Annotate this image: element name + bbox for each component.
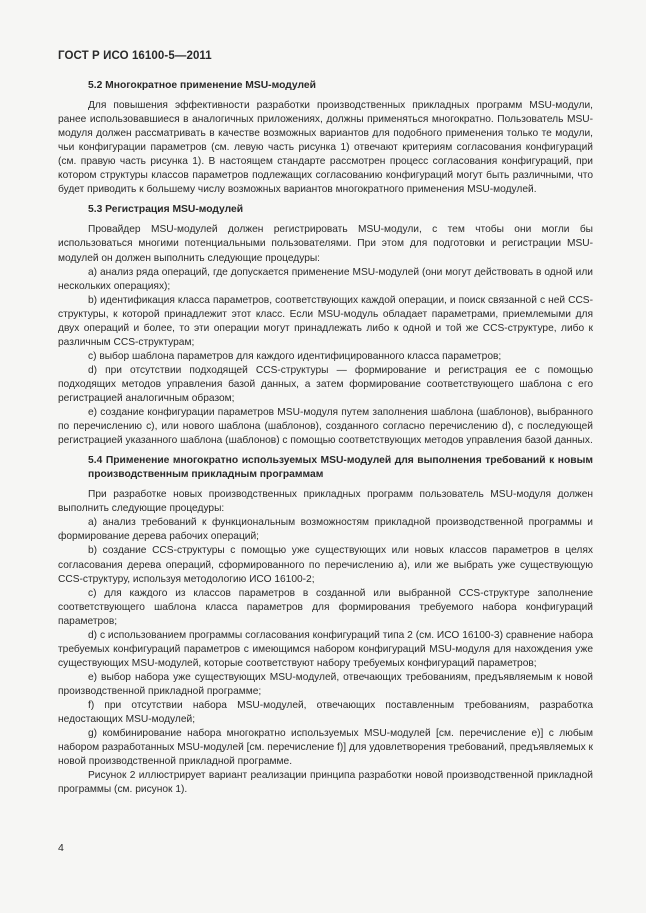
list-item-b: b) идентификация класса параметров, соответствующих каждой операции, и поиск связанной с ней CCS-структуры, к которой принадлежит этот класс. Если MSU-модуль обладает параметрами, приемлемыми для двух операций и более, то эти операции могут принадлежать либо к одной и той же CCS-структуре, либо к различным CCS-структурам; <box>58 294 593 348</box>
list-item-c: с) для каждого из классов параметров в созданной или выбранной CCS-структуре заполнение соответствующего шаблона класса параметров для формирования требуемого набора конфигураций параметров; <box>58 587 593 627</box>
list-item-a: а) анализ требований к функциональным возможностям прикладной производственной программы и формирование дерева рабочих операций; <box>58 517 593 543</box>
section-heading-5-2: 5.2 Многократное применение MSU-модулей <box>88 80 316 91</box>
document-header: ГОСТ Р ИСО 16100-5—2011 <box>58 50 212 62</box>
paragraph: Для повышения эффективности разработки производственных прикладных программ MSU-модули, ранее использовавшиеся в аналогичных приложениях, должны применяться многократно. Пользователь MSU-модуля должен рассматривать в качестве возможных вариантов для подобного применения только те модули, чьи конфигурации параметров (см. левую часть рисунка 1) отвечают критериям согласования конфигураций (см. правую часть рисунка 1). В настоящем стандарте рассмотрен процесс согласования конфигураций, при котором структуры классов параметров подлежащих согласованию конфигураций могут быть различными, что будет приводить к большему числу возможных вариантов многократного применения MSU-модулей. <box>58 100 593 196</box>
document-body <box>58 79 593 797</box>
list-item-f: f) при отсутствии набора MSU-модулей, отвечающих поставленным требованиям, разработка недостающих MSU-модулей; <box>58 699 593 726</box>
section-heading-5-3: 5.3 Регистрация MSU-модулей <box>88 204 244 216</box>
list-item-a: а) анализ ряда операций, где допускается применение MSU-модулей (они могут действовать в одной или нескольких операциях); <box>58 266 593 292</box>
list-item-e: е) выбор набора уже существующих MSU-модулей, отвечающих требованиям, предъявляемым к новой производственной прикладной программе; <box>58 671 593 697</box>
page-number: 4 <box>58 842 64 854</box>
list-item-g: g) комбинирование набора многократно используемых MSU-модулей [см. перечисление е)] с любым набором разработанных MSU-модулей [см. перечисление f)] для удовлетворения требований, предъявляемых к новой производственной прикладной программе. <box>58 728 593 768</box>
paragraph: При разработке новых производственных прикладных программ пользователь MSU-модуля должен выполнить следующие процедуры: <box>58 489 593 515</box>
list-item-b: b) создание CCS-структуры с помощью уже существующих или новых классов параметров в целях согласования дерева операций, сформированного по перечислению а), или же выбрать уже существующую CCS-структуру, используя методологию ИСО 16100-2; <box>58 545 593 585</box>
section-heading-5-4: 5.4 Применение многократно используемых MSU-модулей для выполнения требований к новым производственным прикладным программам <box>88 455 593 481</box>
list-item-d: d) с использованием программы согласования конфигураций типа 2 (см. ИСО 16100-3) сравнение набора требуемых конфигураций параметров с имеющимся набором конфигураций MSU-модуля для нахождения уже существующих MSU-модулей, которые соответствуют набору требуемых конфигураций параметров; <box>58 629 593 669</box>
list-item-e: е) создание конфигурации параметров MSU-модуля путем заполнения шаблона (шаблонов), выбранного по перечислению с), или нового шаблона (шаблонов), созданного согласно перечислению d), с последующей регистрацией указанного шаблона (шаблонов) с помощью соответствующих методов управления базой данных. <box>58 407 593 447</box>
paragraph: Рисунок 2 иллюстрирует вариант реализации принципа разработки новой производственной прикладной программы (см. рисунок 1). <box>58 770 593 796</box>
list-item-d: d) при отсутствии подходящей CCS-структуры — формирование и регистрация ее с помощью подходящих методов управления базой данных, а затем формирование соответствующего шаблона с его регистрацией аналогичным образом; <box>58 364 593 404</box>
list-item-c: с) выбор шаблона параметров для каждого идентифицированного класса параметров; <box>88 350 502 362</box>
paragraph: Провайдер MSU-модулей должен регистрировать MSU-модули, с тем чтобы они могли бы использоваться многими потенциальными пользователями. При этом для подготовки и регистрации MSU-модулей он должен выполнить следующие процедуры: <box>58 224 593 264</box>
